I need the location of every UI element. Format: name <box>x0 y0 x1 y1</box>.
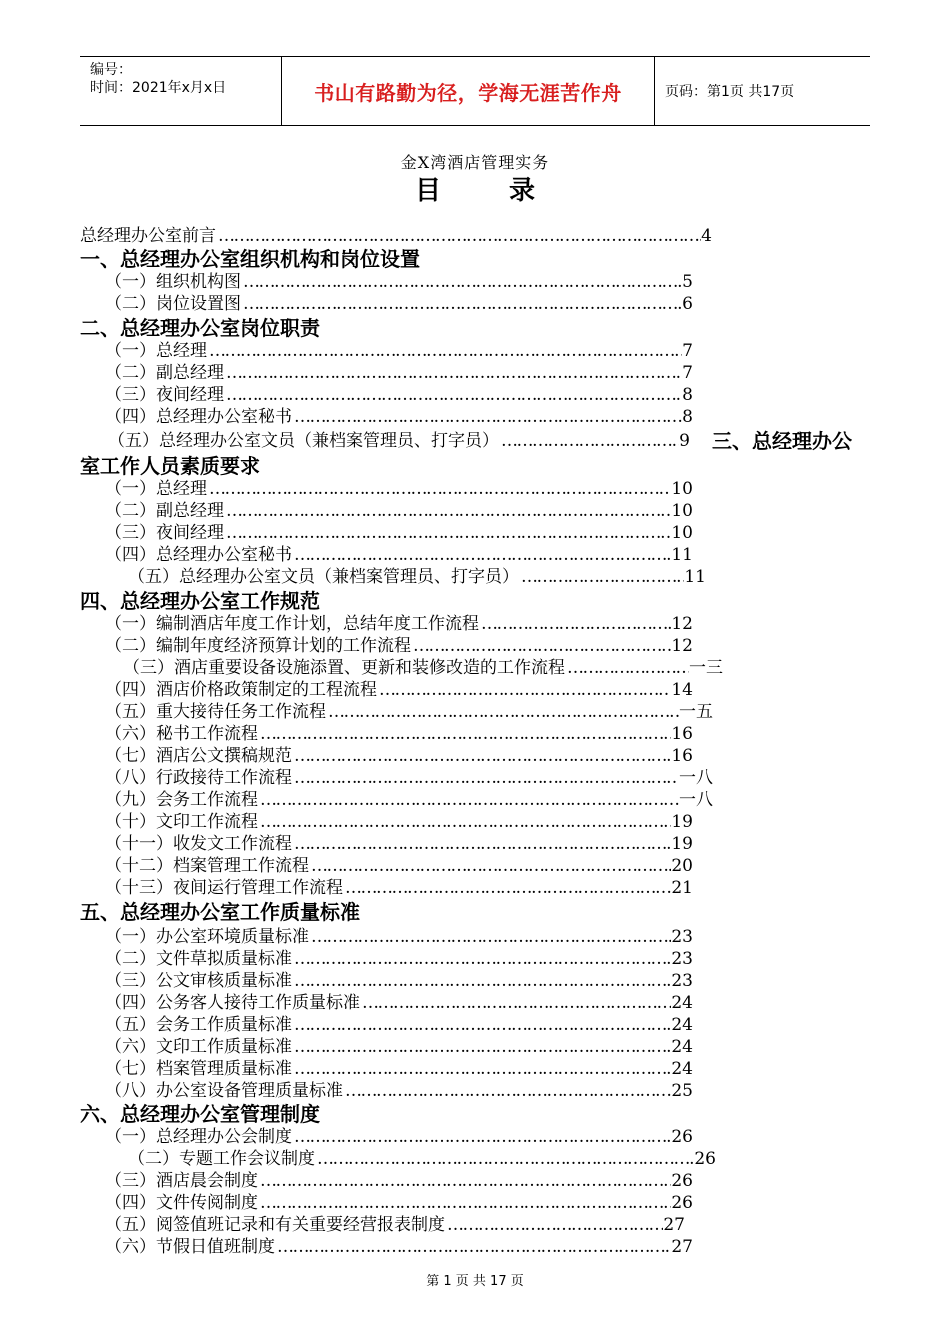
toc-entry-page: 27 <box>671 1237 693 1257</box>
toc-entry[interactable] <box>105 702 713 723</box>
dot-leader <box>292 1127 671 1148</box>
section-heading-5[interactable]: 五、总经理办公室工作质量标准 <box>80 900 360 924</box>
dot-leader <box>224 501 671 522</box>
document-subtitle: 金X湾酒店管理实务 <box>400 153 550 172</box>
dot-leader <box>292 407 682 428</box>
toc-entry-label: （六）秘书工作流程 <box>105 724 258 744</box>
toc-entry-page: 26 <box>694 1149 716 1169</box>
toc-entry-page: 20 <box>671 856 693 876</box>
dot-leader <box>445 1215 663 1236</box>
section-heading-3-part2[interactable]: 室工作人员素质要求 <box>80 454 260 478</box>
toc-entry-label: （五）阅签值班记录和有关重要经营报表制度 <box>105 1215 445 1235</box>
toc-entry-label: （五）重大接待任务工作流程 <box>105 702 326 722</box>
toc-entry-page: 9 <box>679 431 690 451</box>
toc-entry[interactable] <box>105 501 693 522</box>
dot-leader <box>258 790 679 811</box>
toc-entry[interactable] <box>105 1081 693 1102</box>
toc-entry[interactable] <box>105 834 693 855</box>
toc-entry[interactable] <box>105 294 693 315</box>
dot-leader <box>241 294 682 315</box>
toc-entry-page: 26 <box>671 1171 693 1191</box>
toc-entry-page: 19 <box>671 812 693 832</box>
page-footer: 第 1 页 共 17 页 <box>426 1274 524 1289</box>
toc-entry-page: 6 <box>682 294 693 314</box>
dot-leader <box>292 1015 671 1036</box>
toc-entry[interactable] <box>128 567 706 588</box>
dot-leader <box>224 523 671 544</box>
toc-entry-page: 4 <box>701 226 712 246</box>
toc-entry[interactable] <box>105 385 693 406</box>
toc-entry-label: （三）酒店晨会制度 <box>105 1171 258 1191</box>
toc-entry[interactable] <box>105 1015 693 1036</box>
dot-leader <box>292 545 671 566</box>
toc-entry-page: 一八 <box>679 790 713 810</box>
toc-entry[interactable] <box>105 680 693 701</box>
toc-entry[interactable] <box>105 614 693 635</box>
dot-leader <box>207 341 682 362</box>
dot-leader <box>292 834 671 855</box>
section-heading-2[interactable]: 二、总经理办公室岗位职责 <box>80 316 320 340</box>
section-heading-6[interactable]: 六、总经理办公室管理制度 <box>80 1102 320 1126</box>
toc-entry-page: 5 <box>682 272 693 292</box>
dot-leader <box>315 1149 694 1170</box>
toc-entry[interactable] <box>105 790 713 811</box>
toc-entry-page: 23 <box>671 971 693 991</box>
dot-leader <box>309 856 671 877</box>
toc-entry[interactable] <box>105 636 693 657</box>
dot-leader <box>292 1037 671 1058</box>
toc-entry-page: 10 <box>671 523 693 543</box>
toc-entry[interactable] <box>105 812 693 833</box>
toc-entry-label: （六）文印工作质量标准 <box>105 1037 292 1057</box>
toc-entry[interactable] <box>105 1237 693 1258</box>
toc-entry[interactable] <box>105 927 693 948</box>
toc-entry-page: 26 <box>671 1127 693 1147</box>
dot-leader <box>292 768 679 789</box>
dot-leader <box>224 385 682 406</box>
toc-entry-label: （一）总经理办公会制度 <box>105 1127 292 1147</box>
section-heading-1[interactable]: 一、总经理办公室组织机构和岗位设置 <box>80 247 420 271</box>
toc-entry-page: 一三 <box>689 658 723 678</box>
dot-leader <box>309 927 671 948</box>
motto: 书山有路勤为径，学海无涯苦作舟 <box>314 80 622 105</box>
toc-entry[interactable] <box>105 363 693 384</box>
toc-entry-label: （四）酒店价格政策制定的工程流程 <box>105 680 377 700</box>
toc-entry-label: （六）节假日值班制度 <box>105 1237 275 1257</box>
dot-leader <box>411 636 671 657</box>
toc-entry-label: （十）文印工作流程 <box>105 812 258 832</box>
toc-entry-label: （三）公文审核质量标准 <box>105 971 292 991</box>
toc-entry-label: （三）夜间经理 <box>105 523 224 543</box>
toc-entry-label: （二）专题工作会议制度 <box>128 1149 315 1169</box>
dot-leader <box>241 272 682 293</box>
toc-entry-label: （一）总经理 <box>105 479 207 499</box>
toc-entry-label: （一）总经理 <box>105 341 207 361</box>
number-label: 编号： <box>90 62 132 78</box>
dot-leader <box>343 1081 671 1102</box>
toc-entry-page: 12 <box>671 636 693 656</box>
toc-entry-label: （二）副总经理 <box>105 501 224 521</box>
dot-leader <box>292 1059 671 1080</box>
toc-entry-label: （二）副总经理 <box>105 363 224 383</box>
toc-entry[interactable] <box>123 658 723 679</box>
toc-entry-page: 8 <box>682 385 693 405</box>
toc-entry-page: 11 <box>671 545 693 565</box>
toc-entry-label: （二）编制年度经济预算计划的工作流程 <box>105 636 411 656</box>
toc-entry-label: （十一）收发文工作流程 <box>105 834 292 854</box>
toc-entry-label: （四）公务客人接待工作质量标准 <box>105 993 360 1013</box>
toc-entry[interactable] <box>105 545 693 566</box>
toc-entry-label: 总经理办公室前言 <box>80 226 216 246</box>
dot-leader <box>258 812 671 833</box>
toc-entry-label: （五）总经理办公室文员（兼档案管理员、打字员） <box>108 431 499 451</box>
toc-entry-page: 27 <box>663 1215 685 1235</box>
dot-leader <box>224 363 682 384</box>
toc-entry-label: （二）岗位设置图 <box>105 294 241 314</box>
toc-entry[interactable] <box>105 993 693 1014</box>
section-heading-4[interactable]: 四、总经理办公室工作规范 <box>80 589 320 613</box>
toc-entry-page: 12 <box>671 614 693 634</box>
dot-leader <box>343 878 671 899</box>
toc-entry-page: 19 <box>671 834 693 854</box>
toc-entry-page: 7 <box>682 341 693 361</box>
dot-leader <box>292 949 671 970</box>
time-label: 时间：2021年x月x日 <box>90 80 227 96</box>
toc-entry-page: 一五 <box>679 702 713 722</box>
toc-entry-label: （一）组织机构图 <box>105 272 241 292</box>
toc-entry-page: 8 <box>682 407 693 427</box>
toc-entry-page: 25 <box>671 1081 693 1101</box>
toc-entry[interactable] <box>105 971 693 992</box>
toc-entry-page: 16 <box>671 746 693 766</box>
toc-entry-label: （七）酒店公文撰稿规范 <box>105 746 292 766</box>
toc-entry-page: 11 <box>684 567 706 587</box>
toc-entry-page: 24 <box>671 993 693 1013</box>
toc-entry-label: （一）办公室环境质量标准 <box>105 927 309 947</box>
dot-leader <box>258 1193 671 1214</box>
dot-leader <box>519 567 684 588</box>
toc-entry-page: 7 <box>682 363 693 383</box>
toc-entry-page: 26 <box>671 1193 693 1213</box>
toc-entry-page: 24 <box>671 1059 693 1079</box>
dot-leader <box>479 614 671 635</box>
toc-entry[interactable] <box>105 878 693 899</box>
toc-entry-label: （五）会务工作质量标准 <box>105 1015 292 1035</box>
toc-entry-page: 14 <box>671 680 693 700</box>
toc-entry-label: （二）文件草拟质量标准 <box>105 949 292 969</box>
toc-entry[interactable] <box>105 856 693 877</box>
toc-entry-preface[interactable] <box>80 226 712 247</box>
title-char-2: 录 <box>509 176 536 206</box>
toc-entry-label: （三）夜间经理 <box>105 385 224 405</box>
toc-entry-label: （九）会务工作流程 <box>105 790 258 810</box>
title-char-1: 目 <box>414 176 441 206</box>
toc-entry-label: （一）编制酒店年度工作计划，总结年度工作流程 <box>105 614 479 634</box>
dot-leader <box>216 226 701 247</box>
toc-entry[interactable] <box>105 1037 693 1058</box>
section-heading-3-part1[interactable]: 三、总经理办公 <box>712 429 852 453</box>
toc-entry-label: （四）文件传阅制度 <box>105 1193 258 1213</box>
toc-entry[interactable] <box>105 1215 685 1236</box>
toc-entry-label: （四）总经理办公室秘书 <box>105 407 292 427</box>
toc-entry-label: （十三）夜间运行管理工作流程 <box>105 878 343 898</box>
dot-leader <box>258 1171 671 1192</box>
toc-entry-page: 10 <box>671 501 693 521</box>
toc-entry-page: 23 <box>671 949 693 969</box>
dot-leader <box>258 724 671 745</box>
toc-entry[interactable] <box>105 1193 693 1214</box>
toc-entry[interactable] <box>105 272 693 293</box>
toc-entry[interactable] <box>105 1059 693 1080</box>
toc-entry[interactable] <box>105 523 693 544</box>
toc-entry-page: 10 <box>671 479 693 499</box>
toc-entry-page: 一八 <box>679 768 713 788</box>
toc-entry-label: （五）总经理办公室文员（兼档案管理员、打字员） <box>128 567 519 587</box>
toc-entry[interactable] <box>105 768 713 789</box>
dot-leader <box>275 1237 671 1258</box>
dot-leader <box>326 702 679 723</box>
toc-entry[interactable] <box>105 479 693 500</box>
toc-entry-label: （四）总经理办公室秘书 <box>105 545 292 565</box>
toc-entry[interactable] <box>108 431 690 452</box>
toc-entry-page: 24 <box>671 1037 693 1057</box>
toc-entry[interactable] <box>105 1171 693 1192</box>
toc-entry-page: 16 <box>671 724 693 744</box>
toc-entry[interactable] <box>105 949 693 970</box>
dot-leader <box>292 971 671 992</box>
toc-entry-page: 21 <box>671 878 693 898</box>
dot-leader <box>360 993 671 1014</box>
toc-entry[interactable] <box>105 1127 693 1148</box>
toc-entry-label: （十二）档案管理工作流程 <box>105 856 309 876</box>
dot-leader <box>207 479 671 500</box>
dot-leader <box>377 680 671 701</box>
toc-entry-label: （三）酒店重要设备设施添置、更新和装修改造的工作流程 <box>123 658 565 678</box>
toc-entry-label: （八）行政接待工作流程 <box>105 768 292 788</box>
toc-entry-label: （七）档案管理质量标准 <box>105 1059 292 1079</box>
toc-entry[interactable] <box>105 746 693 767</box>
toc-entry[interactable] <box>105 341 693 362</box>
page-info: 页码：第1页 共17页 <box>665 84 795 100</box>
toc-entry-label: （八）办公室设备管理质量标准 <box>105 1081 343 1101</box>
toc-entry[interactable] <box>105 407 693 428</box>
toc-entry[interactable] <box>128 1149 716 1170</box>
toc-entry-page: 23 <box>671 927 693 947</box>
toc-entry[interactable] <box>105 724 693 745</box>
dot-leader <box>292 746 671 767</box>
toc-entry-page: 24 <box>671 1015 693 1035</box>
dot-leader <box>565 658 689 679</box>
dot-leader <box>499 431 679 452</box>
